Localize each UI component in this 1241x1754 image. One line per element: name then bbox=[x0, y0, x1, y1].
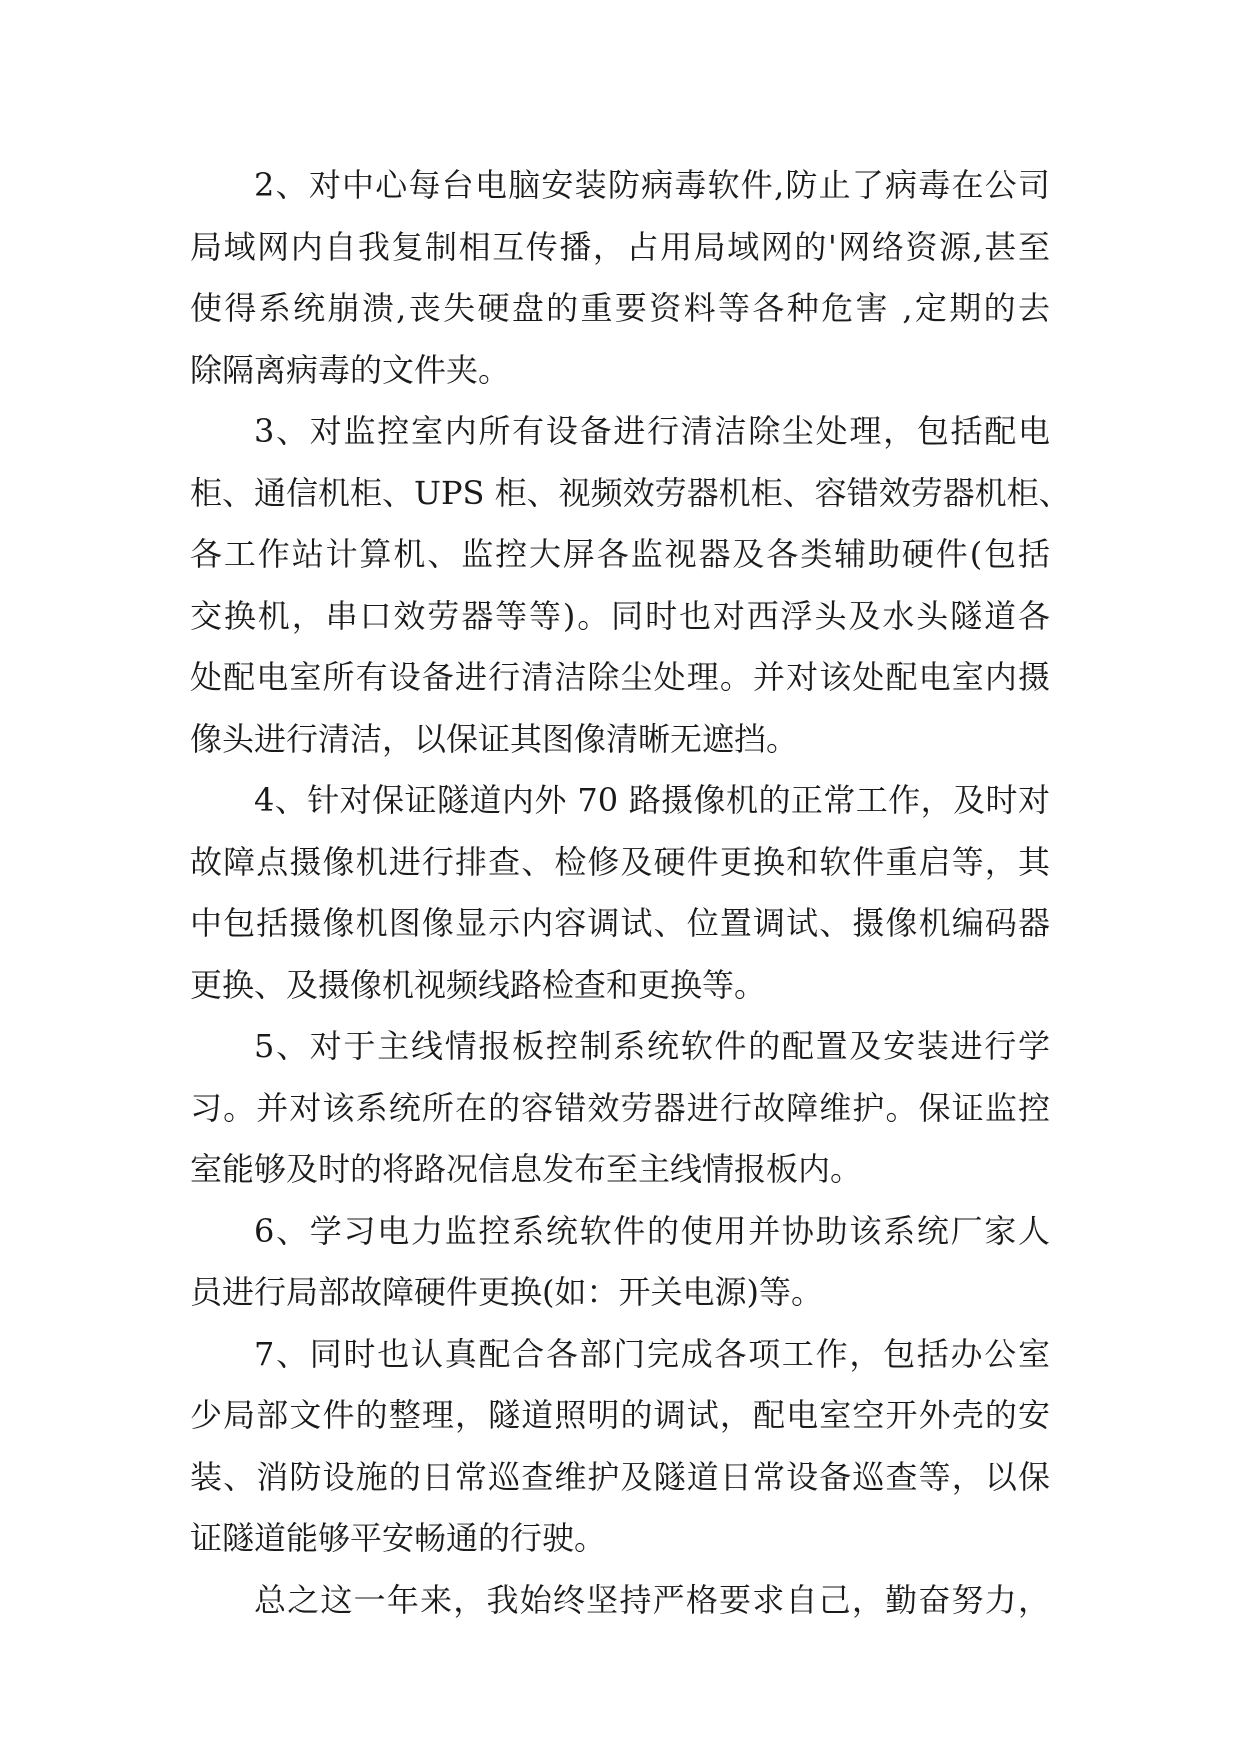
text-line: 4、针对保证隧道内外 70 路摄像机的正常工作，及时对 bbox=[254, 781, 1050, 819]
text-line: 证隧道能够平安畅通的行驶。 bbox=[190, 1519, 607, 1557]
document-body bbox=[190, 155, 1071, 1631]
text-line: 除隔离病毒的文件夹。 bbox=[190, 350, 511, 389]
text-line: 少局部文件的整理，隧道照明的调试，配电室空开外壳的安 bbox=[190, 1396, 1050, 1434]
paragraph-item-3 bbox=[190, 401, 1071, 770]
text-line: 故障点摄像机进行排查、检修及硬件更换和软件重启等，其 bbox=[190, 842, 1050, 881]
text-line: 柜、通信机柜、UPS 柜、视频效劳器机柜、容错效劳器机柜、 bbox=[190, 473, 1071, 512]
text-line: 像头进行清洁，以保证其图像清晰无遮挡。 bbox=[190, 719, 799, 758]
text-line: 中包括摄像机图像显示内容调试、位置调试、摄像机编码器 bbox=[190, 904, 1050, 942]
text-line: 习。并对该系统所在的容错效劳器进行故障维护。保证监控 bbox=[190, 1088, 1050, 1127]
text-line: 2、对中心每台电脑安装防病毒软件,防止了病毒在公司 bbox=[254, 166, 1050, 204]
paragraph-item-2 bbox=[190, 155, 1050, 401]
paragraph-summary bbox=[190, 1570, 1050, 1632]
text-line: 5、对于主线情报板控制系统软件的配置及安装进行学 bbox=[254, 1027, 1050, 1065]
paragraph-item-6 bbox=[190, 1201, 1050, 1324]
paragraph-item-7 bbox=[190, 1324, 1050, 1570]
paragraph-item-5 bbox=[190, 1016, 1050, 1201]
text-line: 3、对监控室内所有设备进行清洁除尘处理，包括配电 bbox=[254, 412, 1050, 450]
text-line: 交换机，串口效劳器等等)。同时也对西浮头及水头隧道各 bbox=[190, 596, 1050, 635]
text-line: 7、同时也认真配合各部门完成各项工作，包括办公室 bbox=[254, 1334, 1050, 1373]
text-line: 装、消防设施的日常巡查维护及隧道日常设备巡查等，以保 bbox=[190, 1457, 1050, 1496]
paragraph-item-4 bbox=[190, 770, 1050, 1016]
text-line: 更换、及摄像机视频线路检查和更换等。 bbox=[190, 965, 767, 1004]
text-line: 总之这一年来，我始终坚持严格要求自己，勤奋努力， bbox=[254, 1580, 1050, 1619]
text-line: 6、学习电力监控系统软件的使用并协助该系统厂家人 bbox=[254, 1211, 1050, 1250]
text-line: 各工作站计算机、监控大屏各监视器及各类辅助硬件(包括 bbox=[190, 535, 1050, 573]
text-line: 局域网内自我复制相互传播，占用局域网的'网络资源,甚至 bbox=[190, 227, 1050, 266]
text-line: 使得系统崩溃,丧失硬盘的重要资料等各种危害 ,定期的去 bbox=[190, 289, 1050, 327]
text-line: 员进行局部故障硬件更换(如：开关电源)等。 bbox=[190, 1273, 823, 1311]
text-line: 室能够及时的将路况信息发布至主线情报板内。 bbox=[190, 1150, 863, 1188]
text-line: 处配电室所有设备进行清洁除尘处理。并对该处配电室内摄 bbox=[190, 658, 1050, 696]
